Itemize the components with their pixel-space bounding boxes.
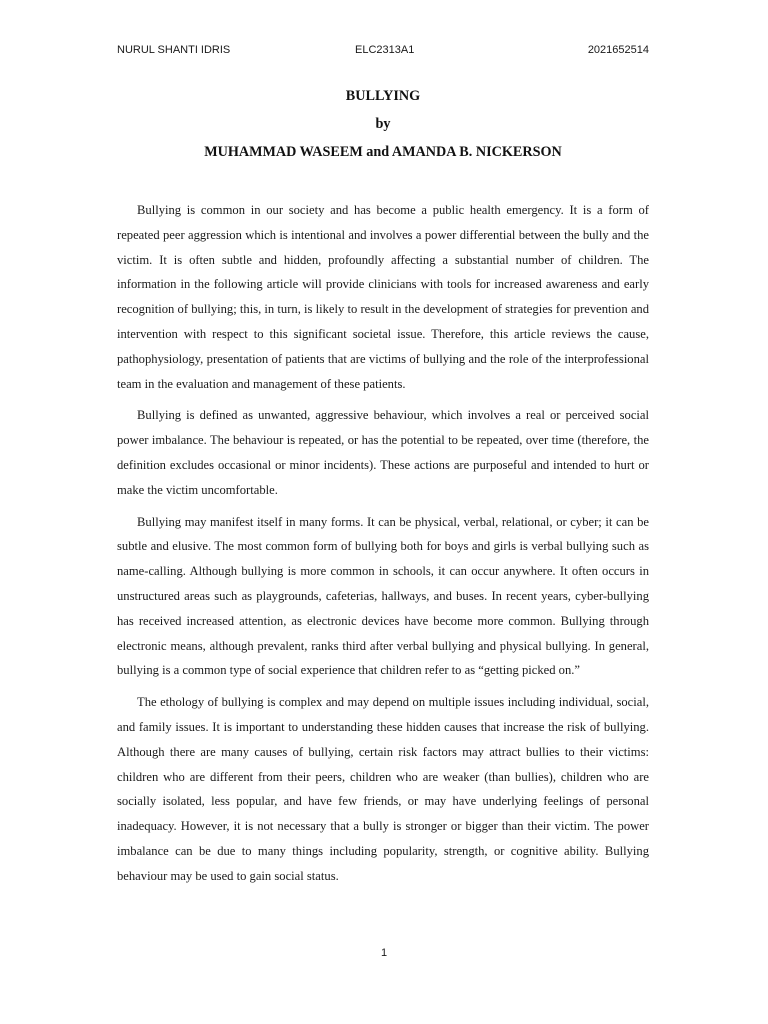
page-number: 1	[380, 947, 388, 959]
paragraph-1: Bullying is common in our society and has become a public health emergency. It is a form of repeated peer aggression which is intentional and involves a power differential between the bully and the victim. It is often subtle and hidden, profoundly affecting a substantial number of children. The information in the following article will provide clinicians with tools for increased awareness and early recognition of bullying; this, in turn, is likely to result in the development of strategies for prevention and intervention with respect to this significant societal issue. Therefore, this article reviews the cause, pathophysiology, presentation of patients that are victims of bullying and the role of the interprofessional team in the evaluation and management of these patients.	[117, 203, 649, 391]
header-course-code: ELC2313A1	[355, 44, 415, 56]
header-author-name: NURUL SHANTI IDRIS	[117, 44, 231, 56]
byline-by: by	[375, 116, 391, 132]
document-body	[117, 198, 649, 896]
title-block	[117, 87, 649, 171]
paragraph-2: Bullying is defined as unwanted, aggressive behaviour, which involves a real or perceived social power imbalance. The behaviour is repeated, or has the potential to be repeated, over time (therefore, the definition excludes occasional or minor incidents). These actions are purposeful and intended to hurt or make the victim uncomfortable.	[117, 408, 649, 497]
document-title: BULLYING	[345, 88, 421, 104]
paragraph-4: The ethology of bullying is complex and may depend on multiple issues including individual, social, and family issues. It is important to understanding these hidden causes that increase the risk of bullying. Although there are many causes of bullying, certain risk factors may attract bullies to their victims: children who are different from their peers, children who are weaker (than bullies), children who are socially isolated, less popular, and have few friends, or may have underlying feelings of personal inadequacy. However, it is not necessary that a bully is stronger or bigger than their victim. The power imbalance can be due to many things including popularity, strength, or cognitive ability. Bullying behaviour may be used to gain social status.	[117, 695, 649, 883]
header-student-id: 2021652514	[587, 44, 649, 56]
byline-authors: MUHAMMAD WASEEM and AMANDA B. NICKERSON	[204, 144, 562, 160]
page-header	[117, 44, 649, 60]
paragraph-3: Bullying may manifest itself in many forms. It can be physical, verbal, relational, or cyber; it can be subtle and elusive. The most common form of bullying both for boys and girls is verbal bullying such as name-calling. Although bullying is more common in schools, it can occur anywhere. It often occurs in unstructured areas such as playgrounds, cafeterias, hallways, and buses. In recent years, cyber-bullying has received increased attention, as electronic devices have become more common. Bullying through electronic means, although prevalent, ranks third after verbal bullying and physical bullying. In general, bullying is a common type of social experience that children refer to as “getting picked on.”	[117, 514, 649, 678]
